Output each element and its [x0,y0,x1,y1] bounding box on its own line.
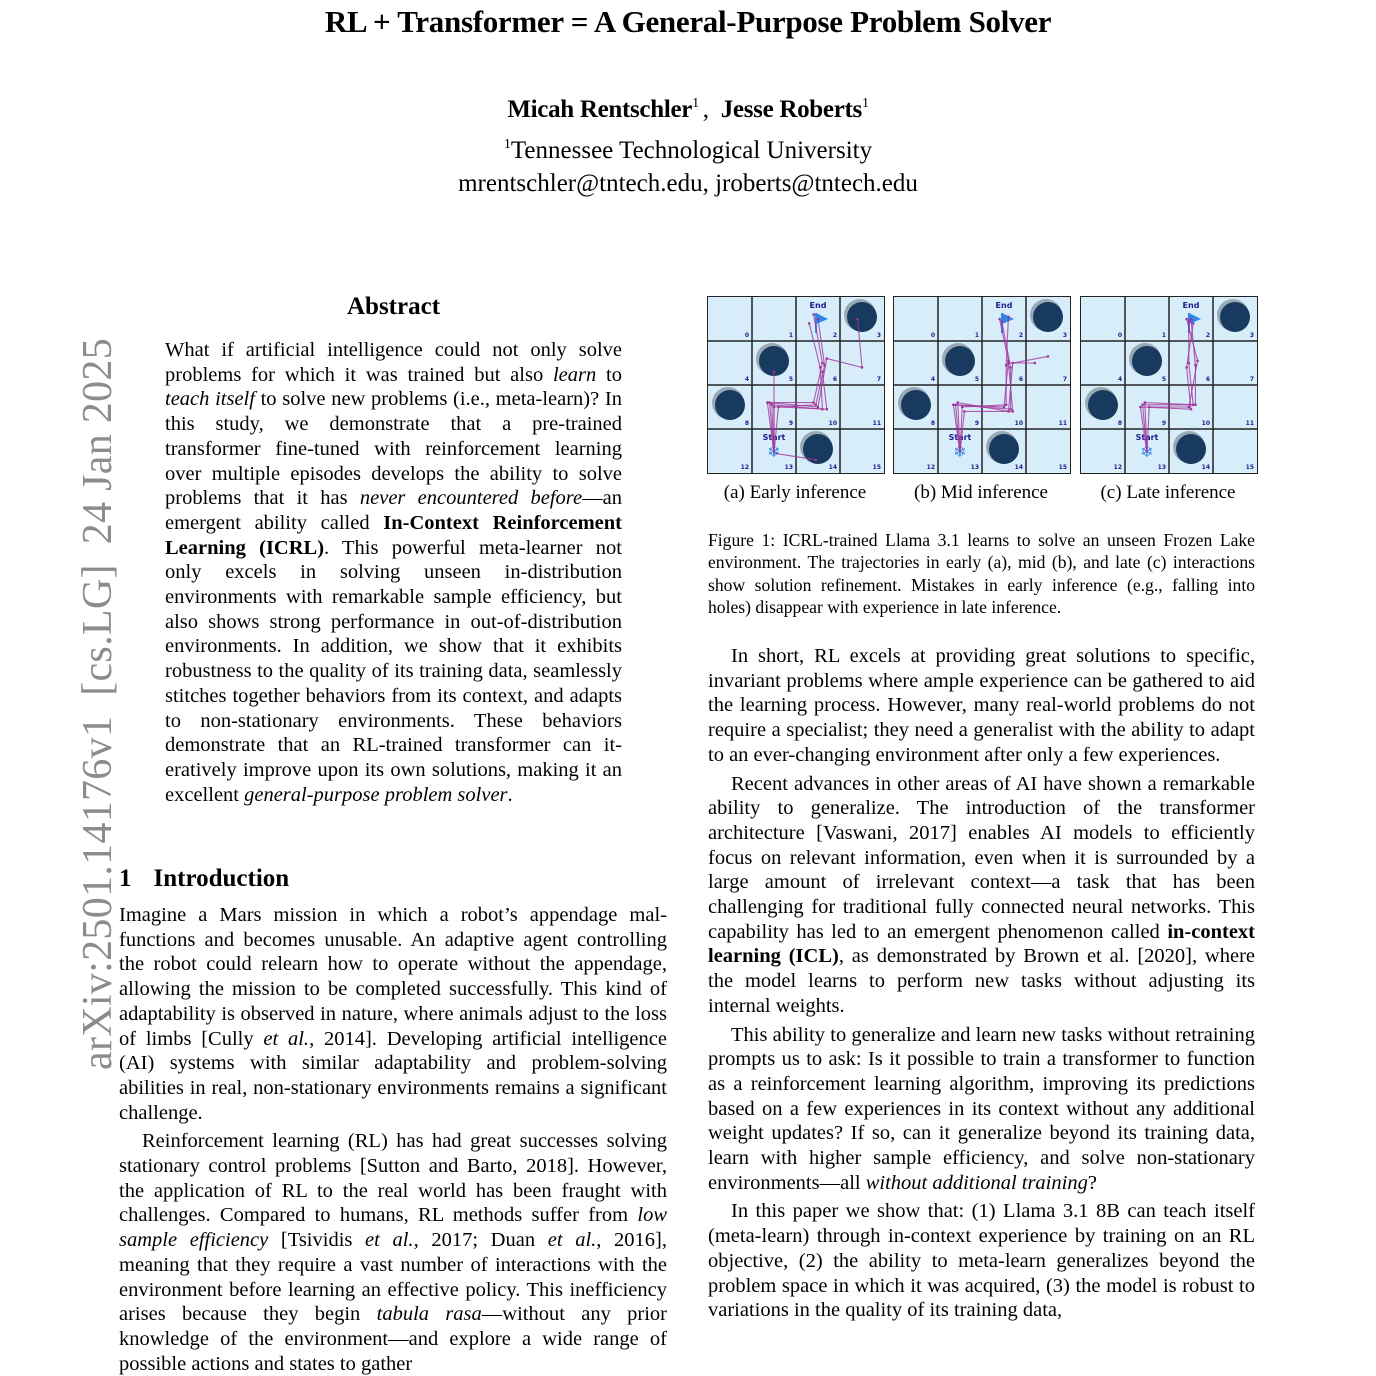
svg-text:4: 4 [930,376,935,383]
svg-text:15: 15 [1245,464,1254,471]
svg-text:12: 12 [1113,464,1122,471]
author-name: Jesse Roberts [720,96,862,123]
svg-text:7: 7 [1062,376,1067,383]
snowflake-icon: ❄ [1140,442,1154,461]
svg-text:1: 1 [974,332,979,339]
svg-text:11: 11 [1245,420,1254,427]
svg-text:5: 5 [974,376,979,383]
svg-text:Start: Start [948,433,972,442]
affiliation-mark: 1 [503,137,511,152]
svg-text:6: 6 [1205,376,1210,383]
svg-text:9: 9 [788,420,793,427]
paragraph: Reinforcement learning (RL) has had great successes solving stationary control problems [Sutton and Barto, 2018]. However, the application of RL to the real world has been fraught with challenges. Compared to humans, RL methods suffer from low sample efficiency [Tsividis et al., 2017; Duan et al., 2016], meaning that they require a vast number of interactions with the environment before learning an effective policy. This inefficiency arises because they begin tabula rasa—without any prior knowledge of the environment—and explore a wide range of possible actions and states to gather [119,1130,668,1375]
svg-text:Start: Start [1135,433,1159,442]
svg-text:4: 4 [1117,376,1122,383]
svg-text:14: 14 [1201,464,1210,471]
section-title: Introduction [153,865,290,892]
svg-text:13: 13 [784,464,793,471]
frozen-lake-panel-a [707,296,885,474]
paper-title: RL + Transformer = A General-Purpose Problem Solver [324,4,1052,39]
svg-text:1: 1 [788,332,793,339]
arxiv-stamp [74,318,122,1070]
svg-text:12: 12 [740,464,749,471]
snowflake-icon: ❄ [767,442,781,461]
svg-text:15: 15 [872,464,881,471]
svg-text:7: 7 [1249,376,1254,383]
svg-text:2: 2 [1205,332,1210,339]
svg-text:Start: Start [762,433,786,442]
svg-text:End: End [995,301,1013,310]
svg-text:6: 6 [1018,376,1023,383]
svg-text:0: 0 [744,332,749,339]
paragraph: This ability to generalize and learn new tasks without retraining prompts us to ask: Is it possible to train a transformer to function as a reinforcement learning algorithm, improving its predictions based on a few experiences in its context without any additional weight updates? If so, can it generalize beyond its training data, learn with higher sample efficiency, and solve non-stationary environments—all without additional training? [708,1023,1255,1194]
author-emails: mrentschler@tntech.edu, jroberts@tntech.edu [458,170,918,197]
svg-text:3: 3 [1249,332,1254,339]
svg-text:8: 8 [744,420,749,427]
arxiv-id: arXiv:2501.14176v1 [75,715,121,1070]
introduction-right-column [708,644,1255,1323]
abstract-body: What if artificial intelligence could not only solve problems for which it was trained but also learn to teach itself to solve new problems (i.e., meta-learn)? In this study, we demonstrate that a pre-trained transformer fine-tuned with reinforcement learning over multiple episodes develops the ability to solve problems that it has never encountered before—an emergent ability called In-Context Reinforcement Learning (ICRL). This powerful meta-learner not only excels in solving unseen in-distribution environments with remarkable sample efficiency, but also shows strong performance in out-of-distribution environments. In addition, we show that it exhibits robustness to the quality of its training data, seamlessly stitches together behaviors from its context, and adapts to non-stationary environments. These behaviors demonstrate that an RL-trained transformer can iteratively improve upon its own solutions, making it an excellent general-purpose problem solver. [165,339,622,806]
svg-text:End: End [1182,301,1200,310]
svg-text:6: 6 [832,376,837,383]
section-heading-introduction [119,865,289,893]
snowflake-icon: ❄ [953,442,967,461]
subcaption-c: (c) Late inference [1100,482,1236,503]
author-separator: , [702,96,709,123]
figure-number: Figure 1: [708,530,776,550]
svg-text:14: 14 [1014,464,1023,471]
svg-text:3: 3 [1062,332,1067,339]
svg-text:14: 14 [828,464,837,471]
author-name: Micah Rentschler [507,96,693,123]
paragraph: In this paper we show that: (1) Llama 3.1 8B can teach itself (meta-learn) through in-context experience by training on an RL objective, (2) the ability to meta-learn generalizes beyond the problem space in which it was acquired, (3) the model is robust to variations in the quality of its training data, [708,1200,1255,1322]
svg-text:13: 13 [1157,464,1166,471]
svg-text:5: 5 [1161,376,1166,383]
svg-text:9: 9 [1161,420,1166,427]
figure-caption [708,529,1255,619]
paragraph: In short, RL excels at providing great solutions to specific, invariant problems where ample experience can be gathered to aid the learning process. However, many real-world problems do not require a specialist; they need a generalist with the ability to adapt to an ever-changing environment after only a few experiences. [708,645,1255,766]
svg-text:10: 10 [1014,420,1023,427]
frozen-lake-panel-b [893,296,1071,474]
svg-text:2: 2 [1018,332,1023,339]
svg-text:7: 7 [876,376,881,383]
affiliation-name: Tennessee Technological University [510,137,873,164]
svg-text:15: 15 [1058,464,1067,471]
frozen-lake-panel-c [1080,296,1258,474]
svg-text:3: 3 [876,332,881,339]
affiliation [0,137,1376,165]
svg-text:1: 1 [1161,332,1166,339]
svg-text:4: 4 [744,376,749,383]
svg-text:10: 10 [828,420,837,427]
affiliation-mark: 1 [861,96,869,111]
svg-text:13: 13 [970,464,979,471]
introduction-left-column [119,903,667,1376]
section-number: 1 [119,865,132,892]
abstract-heading: Abstract [346,293,441,320]
paragraph: Imagine a Mars mission in which a robot’s appendage malfunctions and becomes unusable. An adaptive agent controlling the robot could relearn how to operate without the appendage, allowing the mission to be completed successfully. This kind of adaptability is observed in nature, where animals adjust to the loss of limbs [Cully et al., 2014]. Developing artificial intelligence (AI) systems with similar adaptability and problem-solving abilities in real, non-stationary environments remains a significant challenge. [119,904,667,1124]
svg-text:10: 10 [1201,420,1210,427]
figure-subcaptions [707,482,1257,508]
affiliation-mark: 1 [692,96,699,111]
arxiv-category: [cs.LG] [75,564,121,696]
svg-text:End: End [809,301,827,310]
svg-text:2: 2 [832,332,837,339]
author-list [0,96,1376,124]
svg-text:11: 11 [872,420,881,427]
svg-text:9: 9 [974,420,979,427]
subcaption-b: (b) Mid inference [914,482,1048,503]
svg-text:5: 5 [788,376,793,383]
svg-text:8: 8 [930,420,935,427]
subcaption-a: (a) Early inference [723,482,867,503]
svg-text:0: 0 [1117,332,1122,339]
figure-1 [707,296,1257,476]
svg-text:0: 0 [930,332,935,339]
svg-text:12: 12 [926,464,935,471]
paragraph: Recent advances in other areas of AI have shown a remarkable ability to generalize. The introduction of the transformer architecture [Vaswani, 2017] enables AI models to efficiently focus on relevant information, even when it is surrounded by a large amount of irrelevant context—a task that has been challenging for traditional fully connected neural networks. This capability has led to an emergent phenomenon called in-context learning (ICL), as demonstrated by Brown et al. [2020], where the model learns to perform new tasks without adjusting its internal weights. [708,772,1256,1017]
svg-text:8: 8 [1117,420,1122,427]
figure-caption-text: ICRL-trained Llama 3.1 learns to solve an unseen Frozen Lake environment. The trajectories in early (a), mid (b), and late (c) interactions show solution refinement. Mistakes in early inference (e.g., falling into holes) disappear with experience in late inference. [708,530,1255,618]
svg-text:11: 11 [1058,420,1067,427]
arxiv-date: 24 Jan 2025 [75,337,121,545]
